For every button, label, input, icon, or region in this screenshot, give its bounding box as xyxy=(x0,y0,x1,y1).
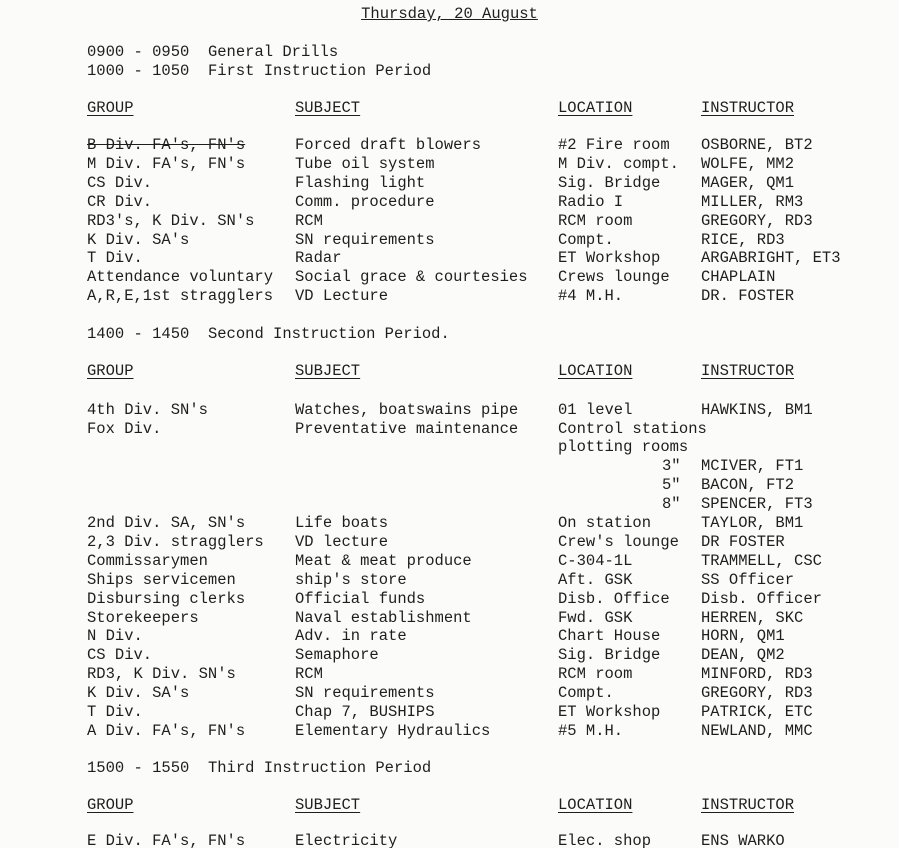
instructor-cell: SPENCER, FT3 xyxy=(701,494,813,513)
subject-cell: Electricity xyxy=(295,832,398,848)
location-cell: Chart House xyxy=(558,627,661,646)
location-cell: Aft. GSK xyxy=(558,570,633,589)
subject-cell: Tube oil system xyxy=(295,154,435,173)
subject-cell: ship's store xyxy=(295,570,407,589)
group-cell: K Div. SA's xyxy=(87,684,190,703)
instructor-cell: GREGORY, RD3 xyxy=(701,684,813,703)
period-line-drills: 0900 - 0950 General Drills xyxy=(87,43,339,61)
group-cell: Commissarymen xyxy=(87,551,208,570)
subject-cell: Adv. in rate xyxy=(295,627,407,646)
location-cell: RCM room xyxy=(558,665,633,684)
group-cell: 2nd Div. SA, SN's xyxy=(87,514,246,532)
location-cell: #2 Fire room xyxy=(558,136,670,154)
table-row xyxy=(0,514,899,532)
location-cell: Fwd. GSK xyxy=(558,608,633,627)
subject-cell: RCM xyxy=(295,211,323,230)
subject-cell: Social grace & courtesies xyxy=(295,268,528,287)
location-cell: Sig. Bridge xyxy=(558,173,661,192)
header-group: GROUP xyxy=(87,99,134,117)
group-cell: M Div. FA's, FN's xyxy=(87,154,246,173)
group-cell: Ships servicemen xyxy=(87,570,236,589)
location-cell: RCM room xyxy=(558,211,633,230)
third-period-table xyxy=(0,832,899,848)
location-cell: Elec. shop xyxy=(558,832,652,848)
period-line-second: 1400 - 1450 Second Instruction Period. xyxy=(87,325,450,343)
table-row xyxy=(0,703,899,721)
subject-cell: Semaphore xyxy=(295,646,379,665)
group-cell: Storekeepers xyxy=(87,608,199,627)
table-row xyxy=(0,722,899,740)
header-group: GROUP xyxy=(87,362,134,380)
header-instructor: INSTRUCTOR xyxy=(701,362,795,380)
subject-cell: Preventative maintenance xyxy=(295,420,519,438)
instructor-cell: DR FOSTER xyxy=(701,532,785,551)
location-cell: ET Workshop xyxy=(558,249,661,268)
instructor-cell: WOLFE, MM2 xyxy=(701,154,795,173)
location-cell: Compt. xyxy=(558,684,614,703)
location-cell: Compt. xyxy=(558,230,614,249)
table-row xyxy=(0,684,899,702)
header-subject: SUBJECT xyxy=(295,796,361,814)
subject-cell: VD lecture xyxy=(295,532,389,551)
column-header-row xyxy=(0,796,899,814)
caliber-label: 3" xyxy=(662,457,681,475)
subject-cell: Forced draft blowers xyxy=(295,136,482,154)
subject-cell: Watches, boatswains pipe xyxy=(295,401,519,419)
table-row xyxy=(0,268,899,286)
group-cell: E Div. FA's, FN's xyxy=(87,832,246,848)
table-row xyxy=(0,287,899,305)
location-cell: Crew's lounge xyxy=(558,532,679,551)
subject-cell: Official funds xyxy=(295,589,426,608)
group-cell: CR Div. xyxy=(87,192,153,211)
column-header-row xyxy=(0,99,899,117)
group-cell: RD3's, K Div. SN's xyxy=(87,211,255,230)
subject-cell: Chap 7, BUSHIPS xyxy=(295,703,435,721)
location-cell: #4 M.H. xyxy=(558,287,624,306)
group-cell: K Div. SA's xyxy=(87,230,190,249)
group-cell: 2,3 Div. stragglers xyxy=(87,532,264,551)
period-line-third: 1500 - 1550 Third Instruction Period xyxy=(87,759,432,777)
subject-cell: Comm. procedure xyxy=(295,192,435,211)
table-row xyxy=(0,193,899,211)
subject-cell: SN requirements xyxy=(295,684,435,703)
header-location: LOCATION xyxy=(558,362,633,380)
table-row xyxy=(0,832,899,848)
instructor-cell: HORN, QM1 xyxy=(701,627,785,646)
group-cell: A Div. FA's, FN's xyxy=(87,721,246,740)
instructor-cell: BACON, FT2 xyxy=(701,475,795,494)
location-cell: Sig. Bridge xyxy=(558,646,661,665)
table-row xyxy=(0,231,899,249)
header-location: LOCATION xyxy=(558,99,633,117)
location-cell: Control stations xyxy=(558,420,707,438)
location-cell: M Div. compt. xyxy=(558,154,679,173)
instructor-cell: Disb. Officer xyxy=(701,589,822,608)
instructor-cell: SS Officer xyxy=(701,570,795,589)
table-row xyxy=(0,249,899,267)
instructor-cell: HERREN, SKC xyxy=(701,608,804,627)
group-cell: N Div. xyxy=(87,627,143,646)
location-cell: On station xyxy=(558,514,652,532)
group-cell: Fox Div. xyxy=(87,420,162,438)
table-row xyxy=(0,571,899,589)
table-row xyxy=(0,552,899,570)
group-cell: T Div. xyxy=(87,249,143,268)
table-row xyxy=(0,646,899,664)
instructor-cell: TAYLOR, BM1 xyxy=(701,514,804,532)
location-cell: ET Workshop xyxy=(558,703,661,721)
instructor-cell: PATRICK, ETC xyxy=(701,703,813,721)
group-cell: A,R,E,1st stragglers xyxy=(87,287,274,306)
period-line-first: 1000 - 1050 First Instruction Period xyxy=(87,62,432,80)
column-header-row xyxy=(0,362,899,380)
subject-cell: Radar xyxy=(295,249,342,268)
instructor-cell: OSBORNE, BT2 xyxy=(701,136,813,154)
caliber-label: 8" xyxy=(662,494,681,513)
header-subject: SUBJECT xyxy=(295,99,361,117)
group-cell: B Div. FA's, FN's xyxy=(87,136,246,154)
table-row xyxy=(0,155,899,173)
caliber-label: 5" xyxy=(662,475,681,494)
subject-cell: Elementary Hydraulics xyxy=(295,721,491,740)
subject-cell: RCM xyxy=(295,665,323,684)
location-cell: Disb. Office xyxy=(558,589,670,608)
instructor-cell: CHAPLAIN xyxy=(701,268,776,287)
location-cell: Radio I xyxy=(558,192,624,211)
location-cell: C-304-1L xyxy=(558,551,633,570)
header-instructor: INSTRUCTOR xyxy=(701,796,795,814)
group-cell: T Div. xyxy=(87,703,143,721)
table-row xyxy=(0,665,899,683)
instructor-cell: RICE, RD3 xyxy=(701,230,785,249)
instructor-cell: MINFORD, RD3 xyxy=(701,665,813,684)
group-cell: Attendance voluntary xyxy=(87,268,274,287)
instructor-cell: MILLER, RM3 xyxy=(701,192,804,211)
instructor-cell: ARGABRIGHT, ET3 xyxy=(701,249,841,268)
table-row xyxy=(0,627,899,645)
instructor-cell: HAWKINS, BM1 xyxy=(701,401,813,419)
subject-cell: Naval establishment xyxy=(295,608,472,627)
table-row xyxy=(0,174,899,192)
instructor-cell: MCIVER, FT1 xyxy=(701,457,804,475)
instructor-cell: MAGER, QM1 xyxy=(701,173,795,192)
table-row xyxy=(0,590,899,608)
table-row xyxy=(0,401,899,419)
group-cell: CS Div. xyxy=(87,173,153,192)
fox-location-continued: plotting rooms xyxy=(558,438,689,456)
group-cell: RD3, K Div. SN's xyxy=(87,665,236,684)
page-title: Thursday, 20 August xyxy=(361,5,538,23)
table-row xyxy=(0,533,899,551)
subject-cell: Meat & meat produce xyxy=(295,551,472,570)
location-cell: Crews lounge xyxy=(558,268,670,287)
header-instructor: INSTRUCTOR xyxy=(701,99,795,117)
header-group: GROUP xyxy=(87,796,134,814)
header-location: LOCATION xyxy=(558,796,633,814)
group-cell: Disbursing clerks xyxy=(87,589,246,608)
instructor-cell: ENS WARKO xyxy=(701,832,785,848)
instructor-cell: GREGORY, RD3 xyxy=(701,211,813,230)
instructor-cell: DEAN, QM2 xyxy=(701,646,785,665)
group-cell: CS Div. xyxy=(87,646,153,665)
location-cell: 01 level xyxy=(558,401,633,419)
table-row xyxy=(0,136,899,154)
table-row xyxy=(0,609,899,627)
subject-cell: SN requirements xyxy=(295,230,435,249)
instructor-cell: NEWLAND, MMC xyxy=(701,721,813,740)
table-row xyxy=(0,212,899,230)
location-cell: #5 M.H. xyxy=(558,721,624,740)
group-cell: 4th Div. SN's xyxy=(87,401,208,419)
instructor-cell: TRAMMELL, CSC xyxy=(701,551,822,570)
table-row xyxy=(0,420,899,438)
instructor-cell: DR. FOSTER xyxy=(701,287,795,306)
header-subject: SUBJECT xyxy=(295,362,361,380)
subject-cell: Flashing light xyxy=(295,173,426,192)
subject-cell: Life boats xyxy=(295,514,389,532)
subject-cell: VD Lecture xyxy=(295,287,389,306)
